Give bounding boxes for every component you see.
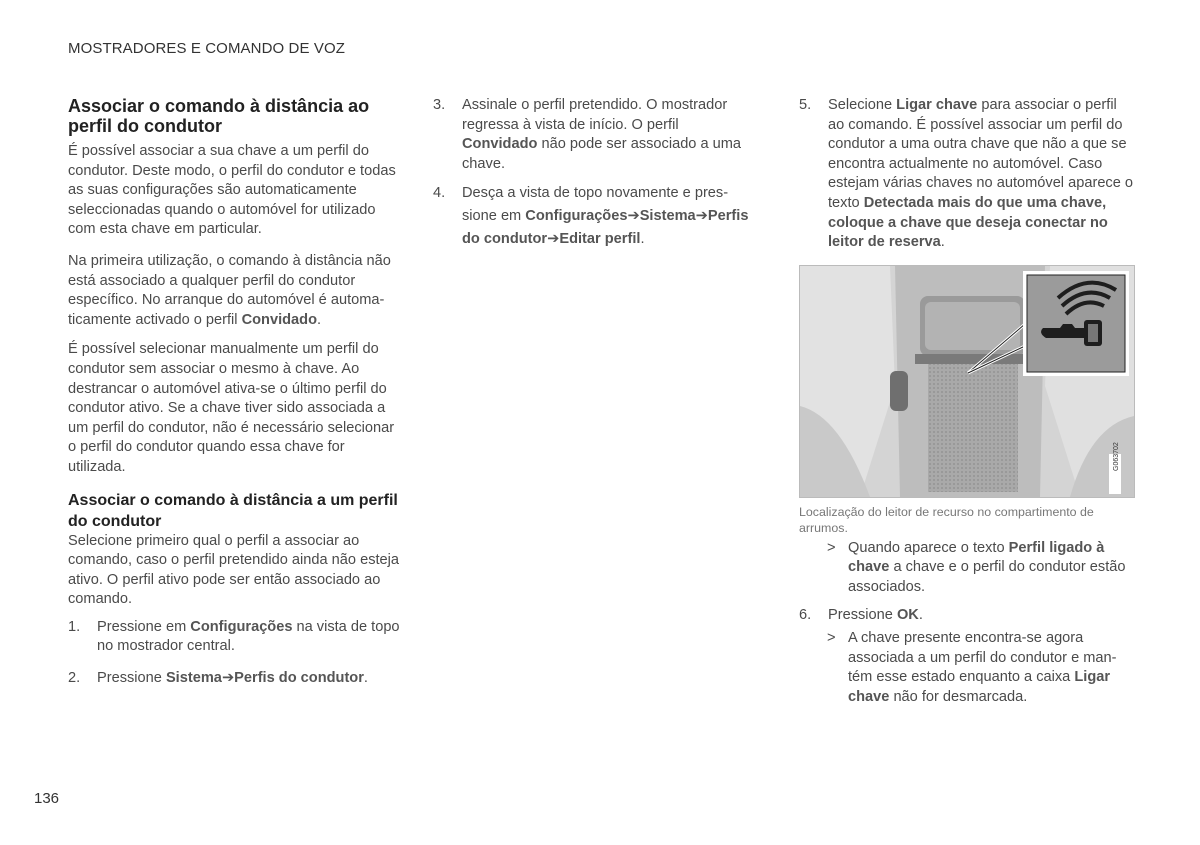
result-marker: > (827, 539, 836, 556)
center-console-illustration (800, 266, 1134, 497)
backup-reader-figure (799, 265, 1135, 498)
step-3: 3. Assinale o perfil pretendido. O mostrador regressa à vista de início. O perfil Convidado não pode ser associado a uma chave. (433, 97, 742, 172)
column-1 (68, 96, 402, 689)
arrow-right-icon: ➔ (221, 670, 235, 687)
step-number: 4. (433, 185, 446, 202)
page-title: Associar o comando à distância ao perfil do condutor (68, 96, 370, 136)
column-3 (799, 96, 1135, 708)
step-4: 4. Desça a vista de topo novamente e pressione em Configurações➔Sistema➔Perfis do condutor➔Editar perfil. (433, 182, 758, 251)
paragraph-manual-select: É possível selecionar manualmente um perfil do condutor sem associar o mesmo à chave. Ao destrancar o automóvel ativa-se o último perfil do condutor ativo. Se a chave tiver sido associada a um perfil do condutor, não é necessário selecionar o perfil do condutor quando essa chave for utilizada. (68, 341, 395, 475)
result-2: > A chave presente encontra-se agora associada a um perfil do condutor e mantém esse estado enquanto a caixa Ligar chave não for desmarcada. (827, 630, 1117, 705)
step-number: 1. (68, 618, 81, 635)
figure-code: G063702 (1113, 441, 1120, 471)
column-2 (433, 96, 758, 251)
arrow-right-icon: ➔ (627, 208, 640, 225)
section-subtitle: Associar o comando à distância a um perfil do condutor (68, 491, 398, 530)
paragraph-select-first: Selecione primeiro qual o perfil a associar ao comando, caso o perfil pretendido ainda não esteja ativo. O perfil ativo pode ser então associado ao comando. (68, 532, 400, 608)
result-marker: > (827, 630, 836, 647)
section-header: MOSTRADORES E COMANDO DE VOZ (68, 40, 345, 57)
page-number: 136 (34, 790, 60, 807)
figure-caption: Localização do leitor de recurso no compartimento de arrumos. (799, 504, 1094, 535)
result-1: > Quando aparece o texto Perfil ligado à chave a chave e o perfil do condutor estão associados. (827, 539, 1126, 595)
step-2: 2. Pressione Sistema➔Perfis do condutor. (68, 669, 402, 689)
step-number: 5. (799, 97, 812, 113)
step-1: 1. Pressione em Configurações na vista de topo no mostrador central. (68, 618, 400, 655)
paragraph-first-use: Na primeira utilização, o comando à distância não está associado a qualquer perfil do condutor específico. No arranque do automóvel é automaticamente activado o perfil Convidado. (68, 252, 391, 328)
step-5: 5. Selecione Ligar chave para associar o perfil ao comando. É possível associar um perfil do condutor a uma outra chave que não a que se encontra actualmente no automóvel. Caso estejam várias chaves no automóvel aparece o texto Detectada mais do que uma chave, coloque a chave que deseja conectar no leitor de reserva. (799, 97, 1134, 251)
step-number: 3. (433, 97, 446, 113)
step-number: 2. (68, 670, 81, 687)
intro-paragraph: É possível associar a sua chave a um perfil do condutor. Deste modo, o perfil do condutor e todas as suas configurações são automaticamente seleccionadas quando o automóvel for utilizado com esta chave em particular. (68, 143, 396, 238)
step-6: 6. Pressione OK. (799, 606, 1135, 626)
arrow-right-icon: ➔ (547, 231, 560, 248)
arrow-right-icon: ➔ (695, 208, 708, 225)
step-number: 6. (799, 606, 812, 623)
